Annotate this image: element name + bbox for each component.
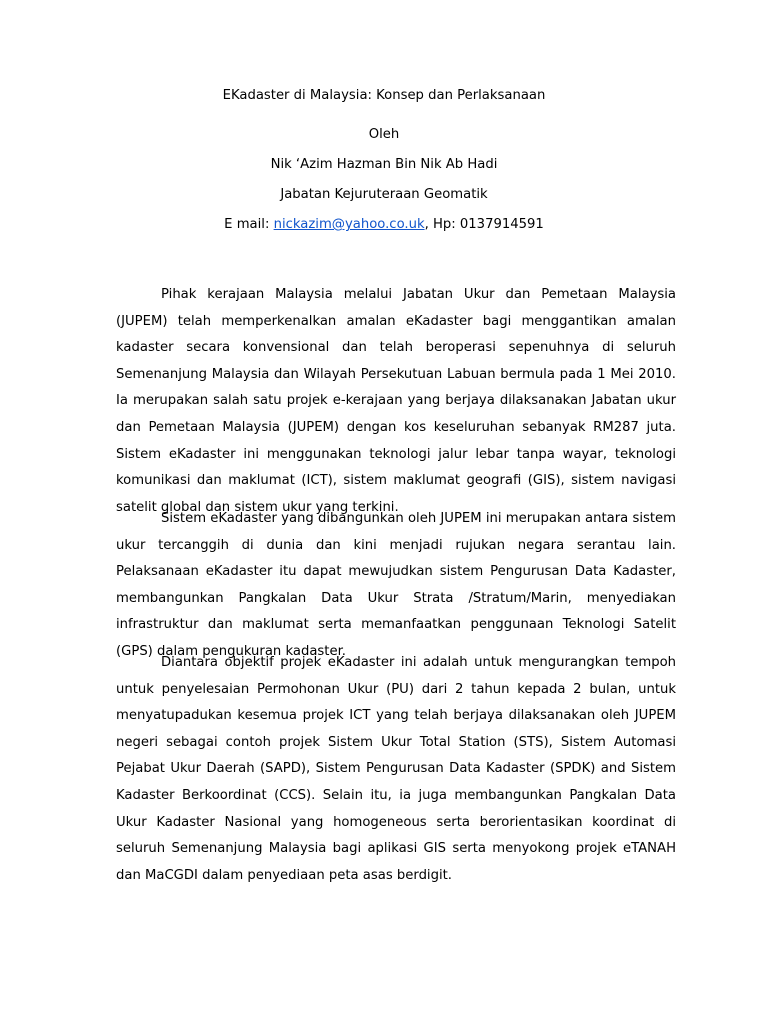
email-link[interactable]: nickazim@yahoo.co.uk [273,217,425,232]
author-name: Nik ‘Azim Hazman Bin Nik Ab Hadi [270,157,498,172]
paragraph-3: Diantara objektif projek eKadaster ini adalah untuk mengurangkan tempoh untuk penyelesaian Permohonan Ukur (PU) dari 2 tahun kepada 2 bulan, untuk menyatupadukan kesemua projek ICT yang telah berjaya dilaksanakan oleh JUPEM negeri sebagai contoh projek Sistem Ukur Total Station (STS), Sistem Automasi Pejabat Ukur Daerah (SAPD), Sistem Pengurusan Data Kadaster (SPDK) and Sistem Kadaster Berkoordinat (CCS). Selain itu, ia juga membangunkan Pangkalan Data Ukur Kadaster Nasional yang homogeneous serta berorientasikan koordinat di seluruh Semenanjung Malaysia bagi aplikasi GIS serta menyokong projek eTANAH dan MaCGDI dalam penyediaan peta asas berdigit. [116,655,676,883]
phone-text: , Hp: 0137914591 [424,217,544,232]
contact-line [0,217,768,232]
paragraph-2: Sistem eKadaster yang dibangunkan oleh JUPEM ini merupakan antara sistem ukur tercanggih di dunia dan kini menjadi rujukan negara serantau lain. Pelaksanaan eKadaster itu dapat mewujudkan sistem Pengurusan Data Kadaster, membangunkan Pangkalan Data Ukur Strata /Stratum/Marin, menyediakan infrastruktur dan maklumat serta memanfaatkan penggunaan Teknologi Satelit (GPS) dalam pengukuran kadaster. [116,511,676,659]
paragraph-1: Pihak kerajaan Malaysia melalui Jabatan Ukur dan Pemetaan Malaysia (JUPEM) telah memperkenalkan amalan eKadaster bagi menggantikan amalan kadaster secara konvensional dan telah beroperasi sepenuhnya di seluruh Semenanjung Malaysia dan Wilayah Persekutuan Labuan bermula pada 1 Mei 2010. Ia merupakan salah satu projek e-kerajaan yang berjaya dilaksanakan Jabatan ukur dan Pemetaan Malaysia (JUPEM) dengan kos keseluruhan sebanyak RM287 juta. Sistem eKadaster ini menggunakan teknologi jalur lebar tanpa wayar, teknologi komunikasi dan maklumat (ICT), sistem maklumat geografi (GIS), sistem navigasi satelit global dan sistem ukur yang terkini. [116,287,676,515]
by-line: Oleh [368,127,400,142]
email-label: E mail: [224,217,274,232]
department-name: Jabatan Kejuruteraan Geomatik [280,187,488,202]
document-title: EKadaster di Malaysia: Konsep dan Perlaksanaan [222,88,546,103]
